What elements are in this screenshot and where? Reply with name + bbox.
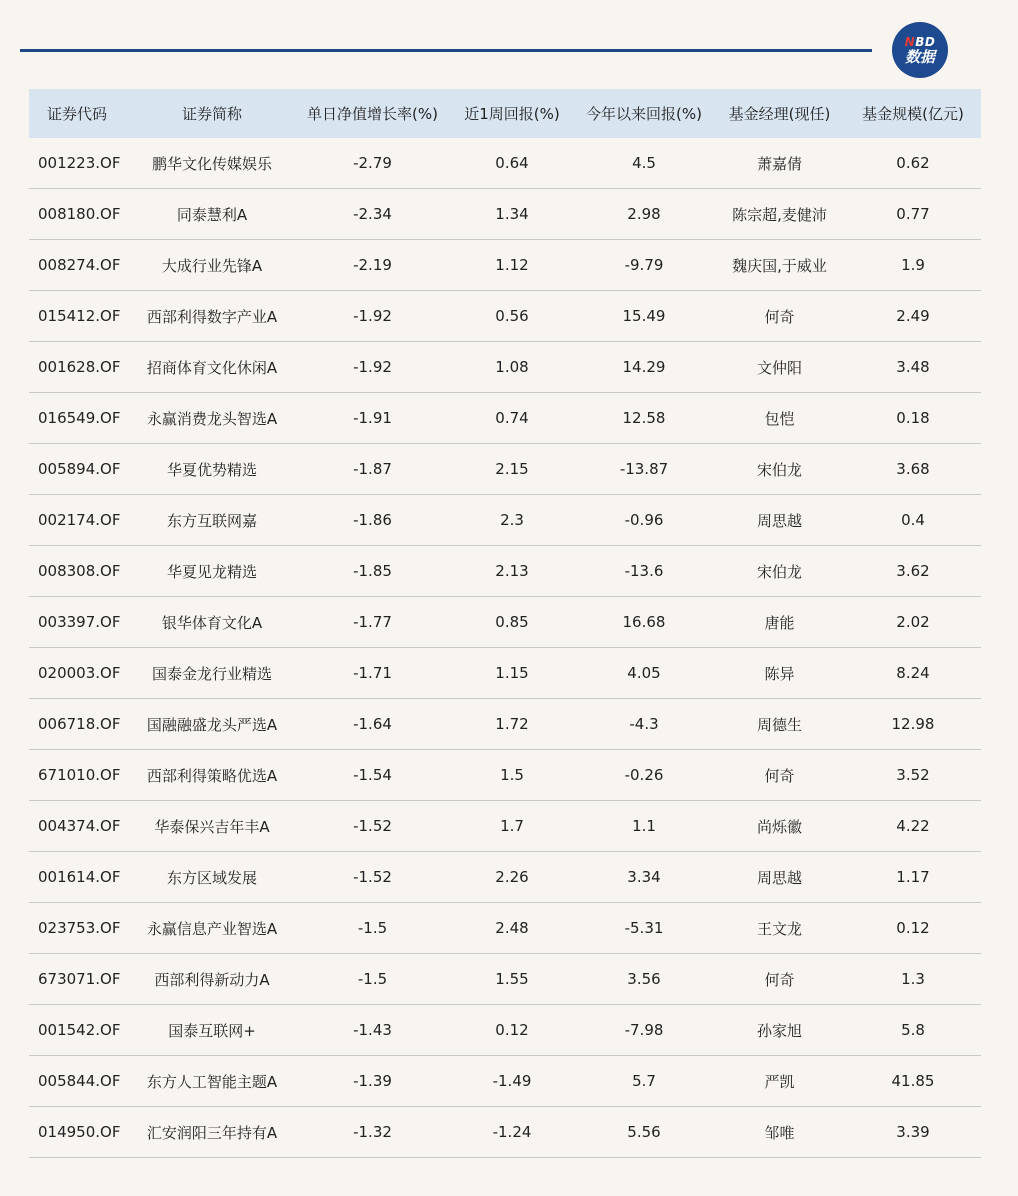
table-row bbox=[29, 903, 981, 954]
week-return-cell: 0.74 bbox=[495, 409, 529, 427]
manager-cell: 周思越 bbox=[756, 511, 802, 530]
table-row bbox=[29, 546, 981, 597]
table-row bbox=[29, 1005, 981, 1056]
week-return-cell: 0.85 bbox=[495, 613, 529, 631]
fund-size-cell: 3.39 bbox=[896, 1123, 930, 1141]
week-return-cell: 1.08 bbox=[495, 358, 529, 376]
manager-cell: 王文龙 bbox=[756, 919, 802, 938]
code-cell: 001628.OF bbox=[38, 358, 121, 376]
code-cell: 016549.OF bbox=[38, 409, 121, 427]
manager-cell: 魏庆国,于威业 bbox=[732, 256, 827, 275]
manager-cell: 周德生 bbox=[756, 715, 802, 734]
name-cell: 永赢消费龙头智选A bbox=[146, 409, 278, 428]
code-cell: 001542.OF bbox=[38, 1021, 121, 1039]
name-cell: 永赢信息产业智选A bbox=[146, 919, 278, 938]
daily-growth-cell: -2.79 bbox=[353, 154, 392, 172]
daily-growth-cell: -2.19 bbox=[353, 256, 392, 274]
header-code: 证券代码 bbox=[47, 105, 108, 123]
week-return-cell: -1.24 bbox=[492, 1123, 532, 1141]
ytd-return-cell: 4.5 bbox=[632, 154, 656, 172]
manager-cell: 萧嘉倩 bbox=[756, 154, 802, 173]
logo-data-text: 数据 bbox=[904, 47, 935, 66]
code-cell: 008274.OF bbox=[38, 256, 121, 274]
daily-growth-cell: -1.39 bbox=[353, 1072, 392, 1090]
name-cell: 华夏见龙精选 bbox=[166, 562, 257, 581]
name-cell: 西部利得策略优选A bbox=[146, 766, 278, 785]
code-cell: 014950.OF bbox=[38, 1123, 121, 1141]
daily-growth-cell: -1.43 bbox=[353, 1021, 392, 1039]
table-row bbox=[29, 1107, 981, 1158]
ytd-return-cell: 16.68 bbox=[622, 613, 666, 631]
table-row bbox=[29, 291, 981, 342]
name-cell: 大成行业先锋A bbox=[161, 256, 263, 275]
week-return-cell: 2.26 bbox=[495, 868, 529, 886]
header-manager: 基金经理(现任) bbox=[728, 105, 831, 123]
ytd-return-cell: 5.56 bbox=[627, 1123, 661, 1141]
ytd-return-cell: 2.98 bbox=[627, 205, 661, 223]
code-cell: 001614.OF bbox=[38, 868, 121, 886]
daily-growth-cell: -1.5 bbox=[357, 970, 388, 988]
manager-cell: 孙家旭 bbox=[756, 1021, 802, 1040]
code-cell: 673071.OF bbox=[38, 970, 121, 988]
ytd-return-cell: 3.56 bbox=[627, 970, 661, 988]
fund-size-cell: 3.52 bbox=[896, 766, 930, 784]
daily-growth-cell: -1.54 bbox=[353, 766, 392, 784]
header-fund-size: 基金规模(亿元) bbox=[862, 105, 964, 123]
ytd-return-cell: -0.26 bbox=[624, 766, 664, 784]
fund-size-cell: 1.9 bbox=[901, 256, 925, 274]
table-row bbox=[29, 342, 981, 393]
daily-growth-cell: -1.85 bbox=[353, 562, 392, 580]
manager-cell: 何奇 bbox=[764, 307, 795, 326]
name-cell: 东方区域发展 bbox=[166, 868, 257, 887]
manager-cell: 何奇 bbox=[764, 766, 795, 785]
ytd-return-cell: -4.3 bbox=[629, 715, 659, 733]
daily-growth-cell: -1.87 bbox=[353, 460, 392, 478]
table-row bbox=[29, 801, 981, 852]
name-cell: 东方互联网嘉 bbox=[166, 511, 257, 530]
table-body bbox=[29, 138, 981, 1158]
code-cell: 001223.OF bbox=[38, 154, 121, 172]
name-cell: 招商体育文化休闲A bbox=[146, 358, 278, 377]
header-daily-growth: 单日净值增长率(%) bbox=[307, 105, 438, 123]
header-name: 证券简称 bbox=[181, 105, 242, 123]
fund-size-cell: 3.48 bbox=[896, 358, 930, 376]
ytd-return-cell: -13.87 bbox=[619, 460, 669, 478]
manager-cell: 陈宗超,麦健沛 bbox=[732, 205, 827, 224]
week-return-cell: 0.12 bbox=[495, 1021, 529, 1039]
table-header bbox=[29, 89, 981, 138]
code-cell: 002174.OF bbox=[38, 511, 121, 529]
table-row bbox=[29, 954, 981, 1005]
ytd-return-cell: -9.79 bbox=[624, 256, 664, 274]
name-cell: 华夏优势精选 bbox=[166, 460, 257, 479]
name-cell: 东方人工智能主题A bbox=[146, 1072, 278, 1091]
code-cell: 005894.OF bbox=[38, 460, 121, 478]
daily-growth-cell: -1.92 bbox=[353, 358, 392, 376]
code-cell: 008180.OF bbox=[38, 205, 121, 223]
fund-size-cell: 0.77 bbox=[896, 205, 930, 223]
name-cell: 汇安润阳三年持有A bbox=[146, 1123, 278, 1142]
ytd-return-cell: -13.6 bbox=[624, 562, 664, 580]
fund-size-cell: 0.12 bbox=[896, 919, 930, 937]
code-cell: 008308.OF bbox=[38, 562, 121, 580]
daily-growth-cell: -1.5 bbox=[357, 919, 388, 937]
week-return-cell: 1.15 bbox=[495, 664, 529, 682]
fund-size-cell: 2.02 bbox=[896, 613, 930, 631]
code-cell: 003397.OF bbox=[38, 613, 121, 631]
ytd-return-cell: 15.49 bbox=[622, 307, 666, 325]
table-row bbox=[29, 750, 981, 801]
daily-growth-cell: -1.52 bbox=[353, 868, 392, 886]
table-row bbox=[29, 1056, 981, 1107]
name-cell: 华泰保兴吉年丰A bbox=[154, 817, 270, 836]
table-row bbox=[29, 852, 981, 903]
daily-growth-cell: -1.71 bbox=[353, 664, 392, 682]
name-cell: 国泰互联网+ bbox=[168, 1021, 256, 1040]
table-row bbox=[29, 597, 981, 648]
manager-cell: 陈异 bbox=[764, 664, 795, 683]
fund-table bbox=[29, 89, 981, 1158]
manager-cell: 文仲阳 bbox=[756, 358, 802, 377]
table-row bbox=[29, 138, 981, 189]
code-cell: 020003.OF bbox=[38, 664, 121, 682]
week-return-cell: 1.7 bbox=[500, 817, 524, 835]
manager-cell: 邹唯 bbox=[764, 1123, 795, 1142]
name-cell: 国融融盛龙头严选A bbox=[146, 715, 278, 734]
fund-size-cell: 0.18 bbox=[896, 409, 930, 427]
name-cell: 同泰慧利A bbox=[176, 205, 248, 224]
name-cell: 西部利得数字产业A bbox=[146, 307, 278, 326]
week-return-cell: 2.13 bbox=[495, 562, 529, 580]
code-cell: 671010.OF bbox=[38, 766, 121, 784]
ytd-return-cell: 1.1 bbox=[632, 817, 656, 835]
code-cell: 023753.OF bbox=[38, 919, 121, 937]
week-return-cell: 1.5 bbox=[500, 766, 524, 784]
header-ytd-return: 今年以来回报(%) bbox=[586, 105, 702, 123]
table-row bbox=[29, 699, 981, 750]
name-cell: 国泰金龙行业精选 bbox=[151, 664, 272, 683]
daily-growth-cell: -1.86 bbox=[353, 511, 392, 529]
week-return-cell: 1.12 bbox=[495, 256, 529, 274]
daily-growth-cell: -1.64 bbox=[353, 715, 392, 733]
manager-cell: 何奇 bbox=[764, 970, 795, 989]
week-return-cell: 2.15 bbox=[495, 460, 529, 478]
manager-cell: 宋伯龙 bbox=[756, 562, 802, 581]
nbd-data-logo bbox=[892, 22, 948, 78]
fund-size-cell: 41.85 bbox=[891, 1072, 935, 1090]
week-return-cell: 2.48 bbox=[495, 919, 529, 937]
fund-size-cell: 8.24 bbox=[896, 664, 930, 682]
manager-cell: 尚烁徽 bbox=[756, 817, 802, 836]
fund-size-cell: 2.49 bbox=[896, 307, 930, 325]
manager-cell: 包恺 bbox=[764, 409, 795, 428]
fund-size-cell: 0.62 bbox=[896, 154, 930, 172]
ytd-return-cell: -5.31 bbox=[624, 919, 664, 937]
table-row bbox=[29, 495, 981, 546]
week-return-cell: 1.34 bbox=[495, 205, 529, 223]
daily-growth-cell: -1.52 bbox=[353, 817, 392, 835]
fund-size-cell: 12.98 bbox=[891, 715, 935, 733]
ytd-return-cell: 14.29 bbox=[622, 358, 666, 376]
week-return-cell: 0.56 bbox=[495, 307, 529, 325]
table-row bbox=[29, 240, 981, 291]
name-cell: 鹏华文化传媒娱乐 bbox=[151, 154, 272, 173]
ytd-return-cell: 12.58 bbox=[622, 409, 666, 427]
fund-size-cell: 1.3 bbox=[901, 970, 925, 988]
fund-size-cell: 3.68 bbox=[896, 460, 930, 478]
manager-cell: 唐能 bbox=[764, 613, 795, 632]
name-cell: 银华体育文化A bbox=[161, 613, 263, 632]
manager-cell: 周思越 bbox=[756, 868, 802, 887]
daily-growth-cell: -1.92 bbox=[353, 307, 392, 325]
table-row bbox=[29, 189, 981, 240]
week-return-cell: 2.3 bbox=[500, 511, 524, 529]
fund-size-cell: 0.4 bbox=[901, 511, 925, 529]
week-return-cell: 0.64 bbox=[495, 154, 529, 172]
manager-cell: 严凯 bbox=[764, 1072, 795, 1091]
name-cell: 西部利得新动力A bbox=[154, 970, 270, 989]
daily-growth-cell: -1.32 bbox=[353, 1123, 392, 1141]
logo-nbd-text: NBD bbox=[904, 34, 936, 49]
fund-size-cell: 4.22 bbox=[896, 817, 930, 835]
table-row bbox=[29, 393, 981, 444]
code-cell: 015412.OF bbox=[38, 307, 121, 325]
ytd-return-cell: 3.34 bbox=[627, 868, 661, 886]
code-cell: 005844.OF bbox=[38, 1072, 121, 1090]
ytd-return-cell: -0.96 bbox=[624, 511, 664, 529]
week-return-cell: -1.49 bbox=[492, 1072, 532, 1090]
fund-size-cell: 5.8 bbox=[901, 1021, 925, 1039]
manager-cell: 宋伯龙 bbox=[756, 460, 802, 479]
daily-growth-cell: -1.77 bbox=[353, 613, 392, 631]
top-rule bbox=[20, 49, 872, 52]
fund-size-cell: 3.62 bbox=[896, 562, 930, 580]
ytd-return-cell: 5.7 bbox=[632, 1072, 656, 1090]
ytd-return-cell: -7.98 bbox=[624, 1021, 664, 1039]
header-week-return: 近1周回报(%) bbox=[464, 105, 560, 123]
code-cell: 006718.OF bbox=[38, 715, 121, 733]
fund-size-cell: 1.17 bbox=[896, 868, 930, 886]
table-row bbox=[29, 648, 981, 699]
daily-growth-cell: -2.34 bbox=[353, 205, 392, 223]
code-cell: 004374.OF bbox=[38, 817, 121, 835]
daily-growth-cell: -1.91 bbox=[353, 409, 392, 427]
ytd-return-cell: 4.05 bbox=[627, 664, 661, 682]
table-row bbox=[29, 444, 981, 495]
week-return-cell: 1.55 bbox=[495, 970, 529, 988]
week-return-cell: 1.72 bbox=[495, 715, 529, 733]
